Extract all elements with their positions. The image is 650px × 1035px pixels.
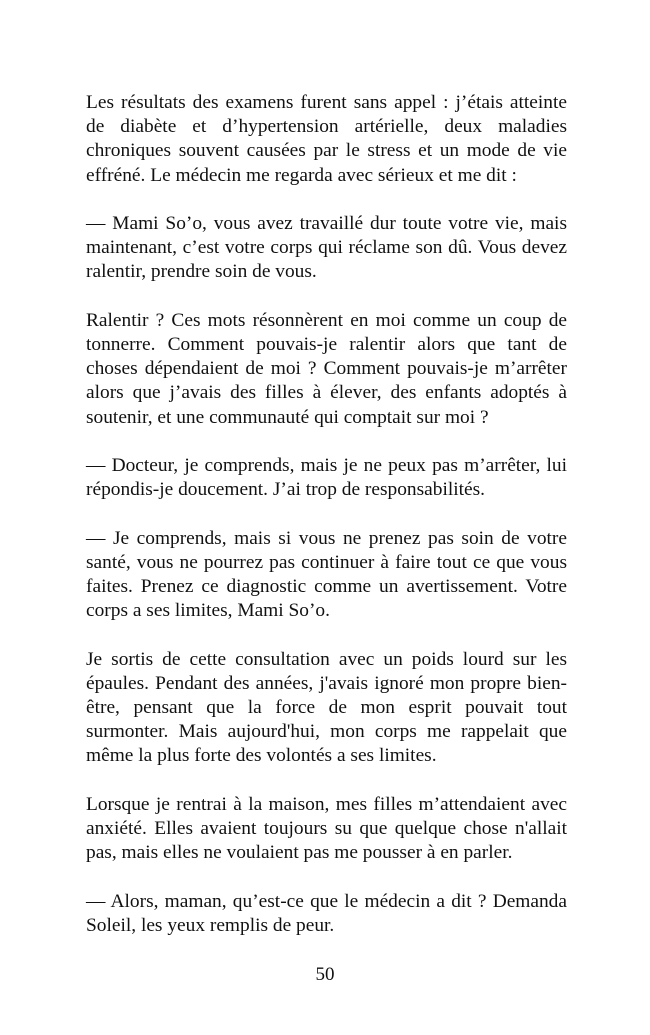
paragraph-5: — Je comprends, mais si vous ne prenez pas soin de votre santé, vous ne pourrez pas continuer à faire tout ce que vous faites. Prenez ce diagnostic comme un avertissement. Votre corps a ses limites, Mami So’o. xyxy=(86,527,567,622)
paragraph-3: Ralentir ? Ces mots résonnèrent en moi comme un coup de tonnerre. Comment pouvais-je ralentir alors que tant de choses dépendaient de moi ? Comment pouvais-je m’arrêter alors que j’avais des filles à élever, des enfants adoptés à soutenir, et une communauté qui comptait sur moi ? xyxy=(86,309,567,428)
paragraph-8: — Alors, maman, qu’est-ce que le médecin a dit ? Demanda Soleil, les yeux remplis de peur. xyxy=(86,890,567,936)
paragraph-2: — Mami So’o, vous avez travaillé dur toute votre vie, mais maintenant, c’est votre corps qui réclame son dû. Vous devez ralentir, prendre soin de vous. xyxy=(86,213,567,283)
page-number: 50 xyxy=(315,964,335,985)
paragraph-6: Je sortis de cette consultation avec un poids lourd sur les épaules. Pendant des années, j'avais ignoré mon propre bien-être, pensant que la force de mon esprit pouvait tout surmonter. Mais aujourd'hui, mon corps me rappelait que même la plus forte des volontés a ses limites. xyxy=(86,648,567,767)
paragraph-1: Les résultats des examens furent sans appel : j’étais atteinte de diabète et d’hypertension artérielle, deux maladies chroniques souvent causées par le stress et un mode de vie effréné. Le médecin me regarda avec sérieux et me dit : xyxy=(86,92,567,186)
paragraph-4: — Docteur, je comprends, mais je ne peux pas m’arrêter, lui répondis-je doucement. J’ai trop de responsabilités. xyxy=(86,455,567,501)
paragraph-7: Lorsque je rentrai à la maison, mes filles m’attendaient avec anxiété. Elles avaient toujours su que quelque chose n'allait pas, mais elles ne voulaient pas me pousser à en parler. xyxy=(86,793,567,864)
body-text xyxy=(86,91,567,962)
